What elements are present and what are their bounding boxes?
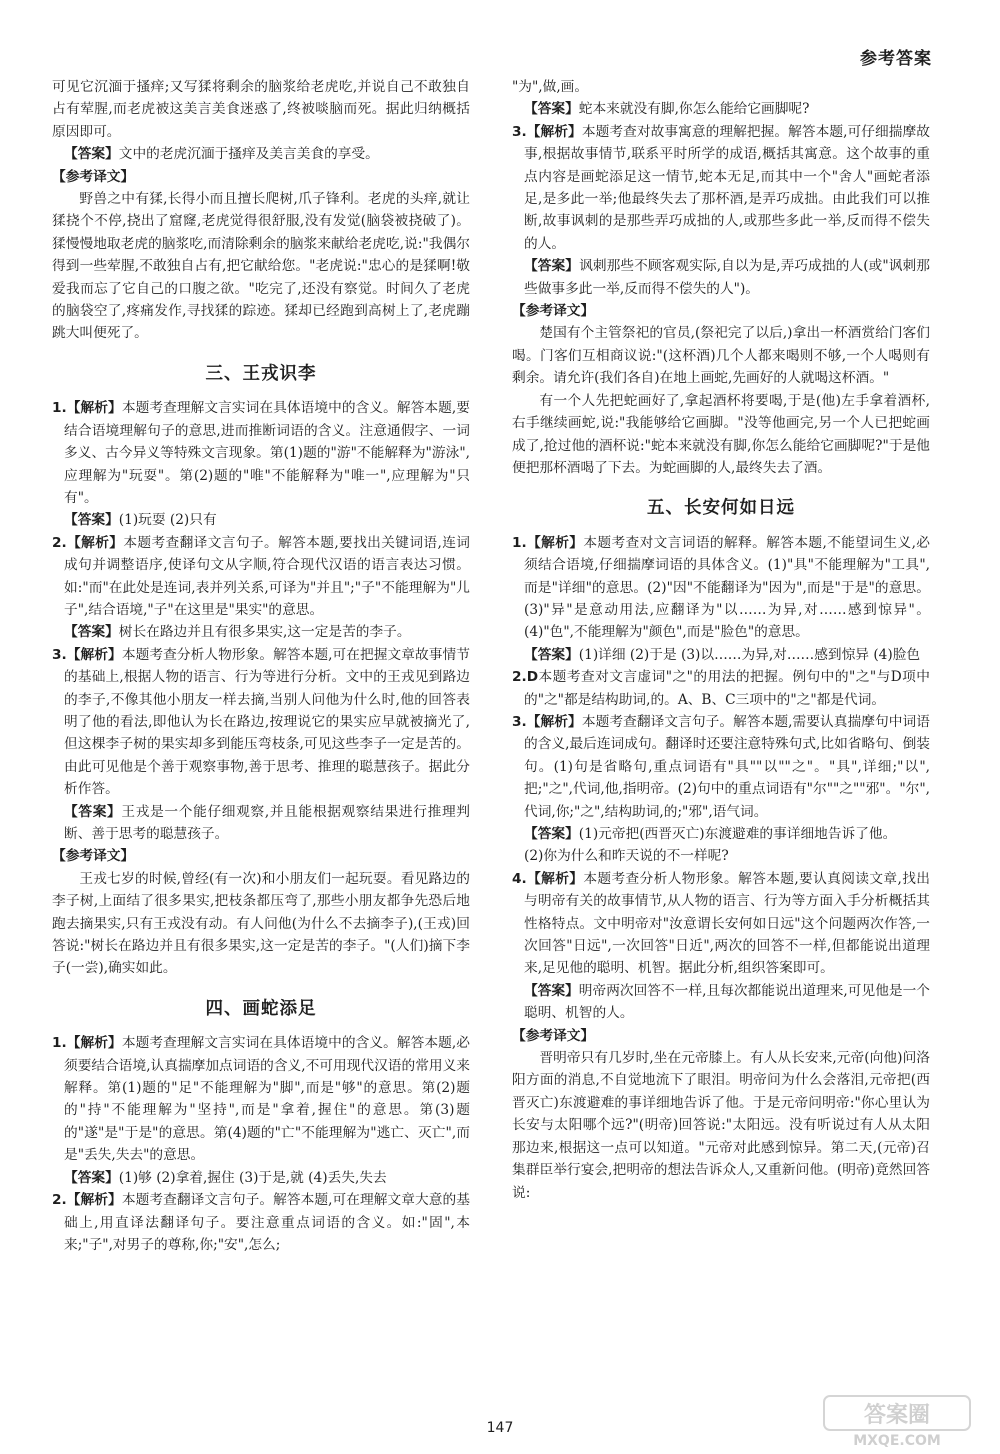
ref-translation-tag: 【参考译文】 (52, 848, 135, 865)
answer-tag: 【答案】 (524, 826, 579, 842)
answer-text: 树长在路边并且有很多果实,这一定是苦的李子。 (118, 624, 411, 641)
continued-text: "为",做,画。 (512, 79, 589, 95)
watermark-logo-graphic (822, 1392, 972, 1450)
sec5-item-3-answer-2: (2)你为什么和昨天说的不一样呢? (524, 848, 729, 865)
sec5-item-1-answer (512, 644, 930, 666)
right-column (512, 76, 930, 1204)
item-text: 本题考查对文言词语的解释。解答本题,不能望词生义,必须结合语境,仔细揣摩词语的具体含义。(1)"具"不能理解为"工具",而是"详细"的意思。(2)"因"不能翻译为"因为",而是"于是"的意思。(3)"异"是意动用法,应翻译为"以……为异,对……感到惊异"。(4)"色",不能理解为"颜色",而是"脸色"的意思。 (524, 534, 930, 641)
item-text: 本题考查翻译文言句子。解答本题,需要认真揣摩句中词语的含义,最后连词成句。翻译时还要注意特殊句式,比如省略句、倒装句。(1)句是省略句,重点词语有"具""以""之"。"具",详细;"以",把;"之",代词,他,指明帝。(2)句中的重点词语有"尔""之""邪"。"尔",代词,你;"之",结构助词,的;"邪",语气词。 (524, 713, 930, 820)
page-header-title: 参考答案 (860, 49, 932, 69)
sec4-item-1-answer (52, 1167, 470, 1189)
sec3-item-1-answer (52, 509, 470, 531)
ref-translation-text: 王戎七岁的时候,曾经(有一次)和小朋友们一起玩耍。看见路边的李子树,上面结了很多果实,把枝条都压弯了,那些小朋友都争先恐后地跑去摘果实,只有王戎没有动。有人问他(为什么不去摘李子),(王戎)回答说:"树长在路边并且有很多果实,这一定是苦的李子。"(人们)摘下李子(一尝),确实如此。 (52, 870, 470, 977)
item-text: 本题考查理解文言实词在具体语境中的含义。解答本题,要结合语境理解句子的意思,进而推断词语的含义。注意通假字、一词多义、古今异义等特殊文言现象。第(1)题的"游"不能解释为"游泳",应理解为"玩耍"。第(2)题的"唯"不能解释为"唯一",应理解为"只有"。 (64, 400, 470, 506)
item-label: 2.D (512, 669, 539, 686)
item-text: 本题考查对文言虚词"之"的用法的把握。例句中的"之"与D项中的"之"都是结构助词,的。A、B、C三项中的"之"都是代词。 (524, 669, 930, 708)
item-text: 本题考查分析人物形象。解答本题,要认真阅读文章,找出与明帝有关的故事情节,从人物的语言、行为等方面入手分析概括其性格特点。文中明帝对"汝意谓长安何如日远"这个问题两次作答,一次回答"日远",一次回答"日近",两次的回答不一样,但都能说出道理来,足见他的聪明、机智。据此分析,组织答案即可。 (524, 870, 930, 977)
ref-translation-tag: 【参考译文】 (52, 168, 135, 185)
answer-text: (1)详细 (2)于是 (3)以……为异,对……感到惊异 (4)脸色 (578, 646, 921, 663)
sec4-item-1 (52, 1032, 470, 1166)
sec5-item-1 (512, 532, 930, 644)
item-label: 1.【解析】 (52, 400, 122, 417)
section-title-3: 三、王戎识李 (205, 363, 317, 384)
answer-text: (1)够 (2)拿着,握住 (3)于是,就 (4)丢失,失去 (118, 1169, 387, 1186)
item-label: 2.【解析】 (52, 1192, 122, 1209)
sec5-item-4-answer (512, 980, 930, 1025)
item-label: 1.【解析】 (512, 534, 584, 551)
answer-text: 文中的老虎沉湎于搔痒及美言美食的享受。 (118, 146, 379, 163)
ref-translation-text: 楚国有个主管祭祀的官员,(祭祀完了以后,)拿出一杯酒赏给门客们喝。门客们互相商议说:"(这杯酒)几个人都来喝则不够,一个人喝则有剩余。请允许(我们各自)在地上画蛇,先画好的人就喝这杯酒。" (512, 325, 930, 387)
item-label: 1.【解析】 (52, 1035, 122, 1052)
watermark-text: 答案圈 (863, 1403, 931, 1428)
sec3-item-2-answer (52, 621, 470, 643)
sec3-item-2 (52, 532, 470, 622)
sec4-item-2 (52, 1189, 470, 1256)
ref-translation-text: 晋明帝只有几岁时,坐在元帝膝上。有人从长安来,元帝(向他)问洛阳方面的消息,不自觉地流下了眼泪。明帝问为什么会落泪,元帝把(西晋灭亡)东渡避难的事详细地告诉了他。于是元帝问明帝:"你心里认为长安与太阳哪个远?"(明帝)回答说:"太阳远。没有听说过有人从太阳那边来,根据这一点可以知道。"元帝对此感到惊异。第二天,(元帝)召集群臣举行宴会,把明帝的想法告诉众人,又重新问他。(明帝)竟然回答说: (512, 1050, 930, 1201)
answer-text: 王戎是一个能仔细观察,并且能根据观察结果进行推理判断、善于思考的聪慧孩子。 (64, 803, 470, 842)
ref-translation-text: 有一个人先把蛇画好了,拿起酒杯将要喝,于是(他)左手拿着酒杯,右手继续画蛇,说:"我能够给它画脚。"没等他画完,另一个人已把蛇画成了,抢过他的酒杯说:"蛇本来就没有脚,你怎么能给它画脚呢?"于是他便把那杯酒喝了下去。为蛇画脚的人,最终失去了酒。 (512, 392, 930, 476)
section-title-4: 四、画蛇添足 (205, 998, 317, 1019)
item-text: 本题考查翻译文言句子。解答本题,可在理解文章大意的基础上,用直译法翻译句子。要注意重点词语的含义。如:"固",本来;"子",对男子的尊称,你;"安",怎么; (64, 1192, 470, 1253)
ref-translation-tag: 【参考译文】 (512, 1027, 595, 1044)
item-label: 2.【解析】 (52, 534, 124, 551)
item-text: 本题考查翻译文言句子。解答本题,要找出关键词语,连词成句并调整语序,使译句文从字顺,符合现代汉语的语言表达习惯。如:"而"在此处是连词,表并列关系,可译为"并且";"子"不能理解为"儿子",结合语境,"子"在这里是"果实"的意思。 (64, 534, 470, 618)
left-column (52, 76, 470, 1256)
intro-paragraph: 可见它沉湎于搔痒;又写猱将剩余的脑浆给老虎吃,并说自己不敢独自占有荤腥,而老虎被这美言美食迷惑了,终被啖脑而死。据此归纳概括原因即可。 (52, 79, 470, 140)
sec5-item-3 (512, 711, 930, 823)
sec3-item-3 (52, 644, 470, 801)
item-text: 本题考查对故事寓意的理解把握。解答本题,可仔细揣摩故事,根据故事情节,联系平时所学的成语,概括其寓意。这个故事的重点内容是画蛇添足这一情节,蛇本无足,而其中一个"舍人"画蛇者添足,是多此一举;他最终失去了那杯酒,是弄巧成拙。由此我们可以推断,故事讽刺的是那些弄巧成拙的人,或那些多此一举,反而得不偿失的人。 (524, 123, 930, 252)
answer-tag: 【答案】 (64, 1169, 119, 1186)
answer-tag: 【答案】 (524, 101, 579, 118)
sec3-item-1 (52, 397, 470, 509)
answer-text: (1)元帝把(西晋灭亡)东渡避难的事详细地告诉了他。 (578, 826, 897, 842)
item-label: 3.【解析】 (52, 646, 122, 663)
answer-tag: 【答案】 (64, 624, 119, 641)
answer-tag: 【答案】 (64, 146, 119, 163)
sec4-item-3 (512, 121, 930, 255)
watermark-logo (822, 1392, 972, 1450)
answer-tag: 【答案】 (524, 646, 579, 663)
answer-tag: 【答案】 (524, 258, 580, 275)
answer-text: 明帝两次回答不一样,且每次都能说出道理来,可见他是一个聪明、机智的人。 (524, 982, 930, 1022)
answer-tag: 【答案】 (64, 803, 122, 820)
sec5-item-4 (512, 868, 930, 980)
answer-text: 讽刺那些不顾客观实际,自以为是,弄巧成拙的人(或"讽刺那些做事多此一举,反而得不偿失的人")。 (524, 258, 930, 297)
watermark-subtext: MXQE.COM (853, 1433, 941, 1449)
answer-text: 蛇本来就没有脚,你怎么能给它画脚呢? (578, 101, 810, 118)
item-text: 本题考查理解文言实词在具体语境中的含义。解答本题,必须要结合语境,认真揣摩加点词语的含义,不可用现代汉语的常用义来解释。第(1)题的"足"不能理解为"脚",而是"够"的意思。第(2)题的"持"不能理解为"坚持",而是"拿着,握住"的意思。第(3)题的"遂"是"于是"的意思。第(4)题的"亡"不能理解为"逃亡、灭亡",而是"丢失,失去"的意思。 (64, 1035, 470, 1164)
sec3-item-3-answer (52, 801, 470, 846)
answer-tag: 【答案】 (524, 982, 579, 999)
sec4-item-3-answer (512, 255, 930, 300)
item-label: 3.【解析】 (512, 713, 582, 730)
sec5-item-2 (512, 666, 930, 711)
ref-translation-tag: 【参考译文】 (512, 303, 595, 320)
continued-answer (512, 98, 930, 120)
item-label: 3.【解析】 (512, 123, 582, 140)
ref-translation-text: 野兽之中有猱,长得小而且擅长爬树,爪子锋利。老虎的头痒,就让猱挠个不停,挠出了窟窿,老虎觉得很舒服,没有发觉(脑袋被挠破了)。猱慢慢地取老虎的脑浆吃,而清除剩余的脑浆来献给老虎吃,说:"我偶尔得到一些荤腥,不敢独自占有,把它献给您。"老虎说:"忠心的是猱啊!敬爱我而忘了它自己的口腹之欲。"吃完了,还没有察觉。时间久了老虎的脑袋空了,疼痛发作,寻找猱的踪迹。猱却已经跑到高树上了,老虎蹦跳大叫便死了。 (52, 191, 470, 342)
item-text: 本题考查分析人物形象。解答本题,可在把握文章故事情节的基础上,根据人物的语言、行为等进行分析。文中的王戎见到路边的李子,不像其他小朋友一样去摘,当别人问他为什么时,他的回答表明了他的看法,即他认为长在路边,按理说它的果实应早就被摘光了,但这棵李子树的果实却多到能压弯枝条,可见这些李子一定是苦的。由此可见他是个善于观察事物,善于思考、推理的聪慧孩子。据此分析作答。 (64, 646, 470, 798)
answer-tag: 【答案】 (64, 512, 119, 529)
section-title-5: 五、长安何如日远 (647, 498, 795, 519)
sec5-item-3-answer (512, 823, 930, 845)
answer-text: (1)玩耍 (2)只有 (118, 512, 217, 529)
intro-answer (52, 143, 470, 165)
page-number: 147 (486, 1420, 514, 1436)
item-label: 4.【解析】 (512, 870, 584, 887)
